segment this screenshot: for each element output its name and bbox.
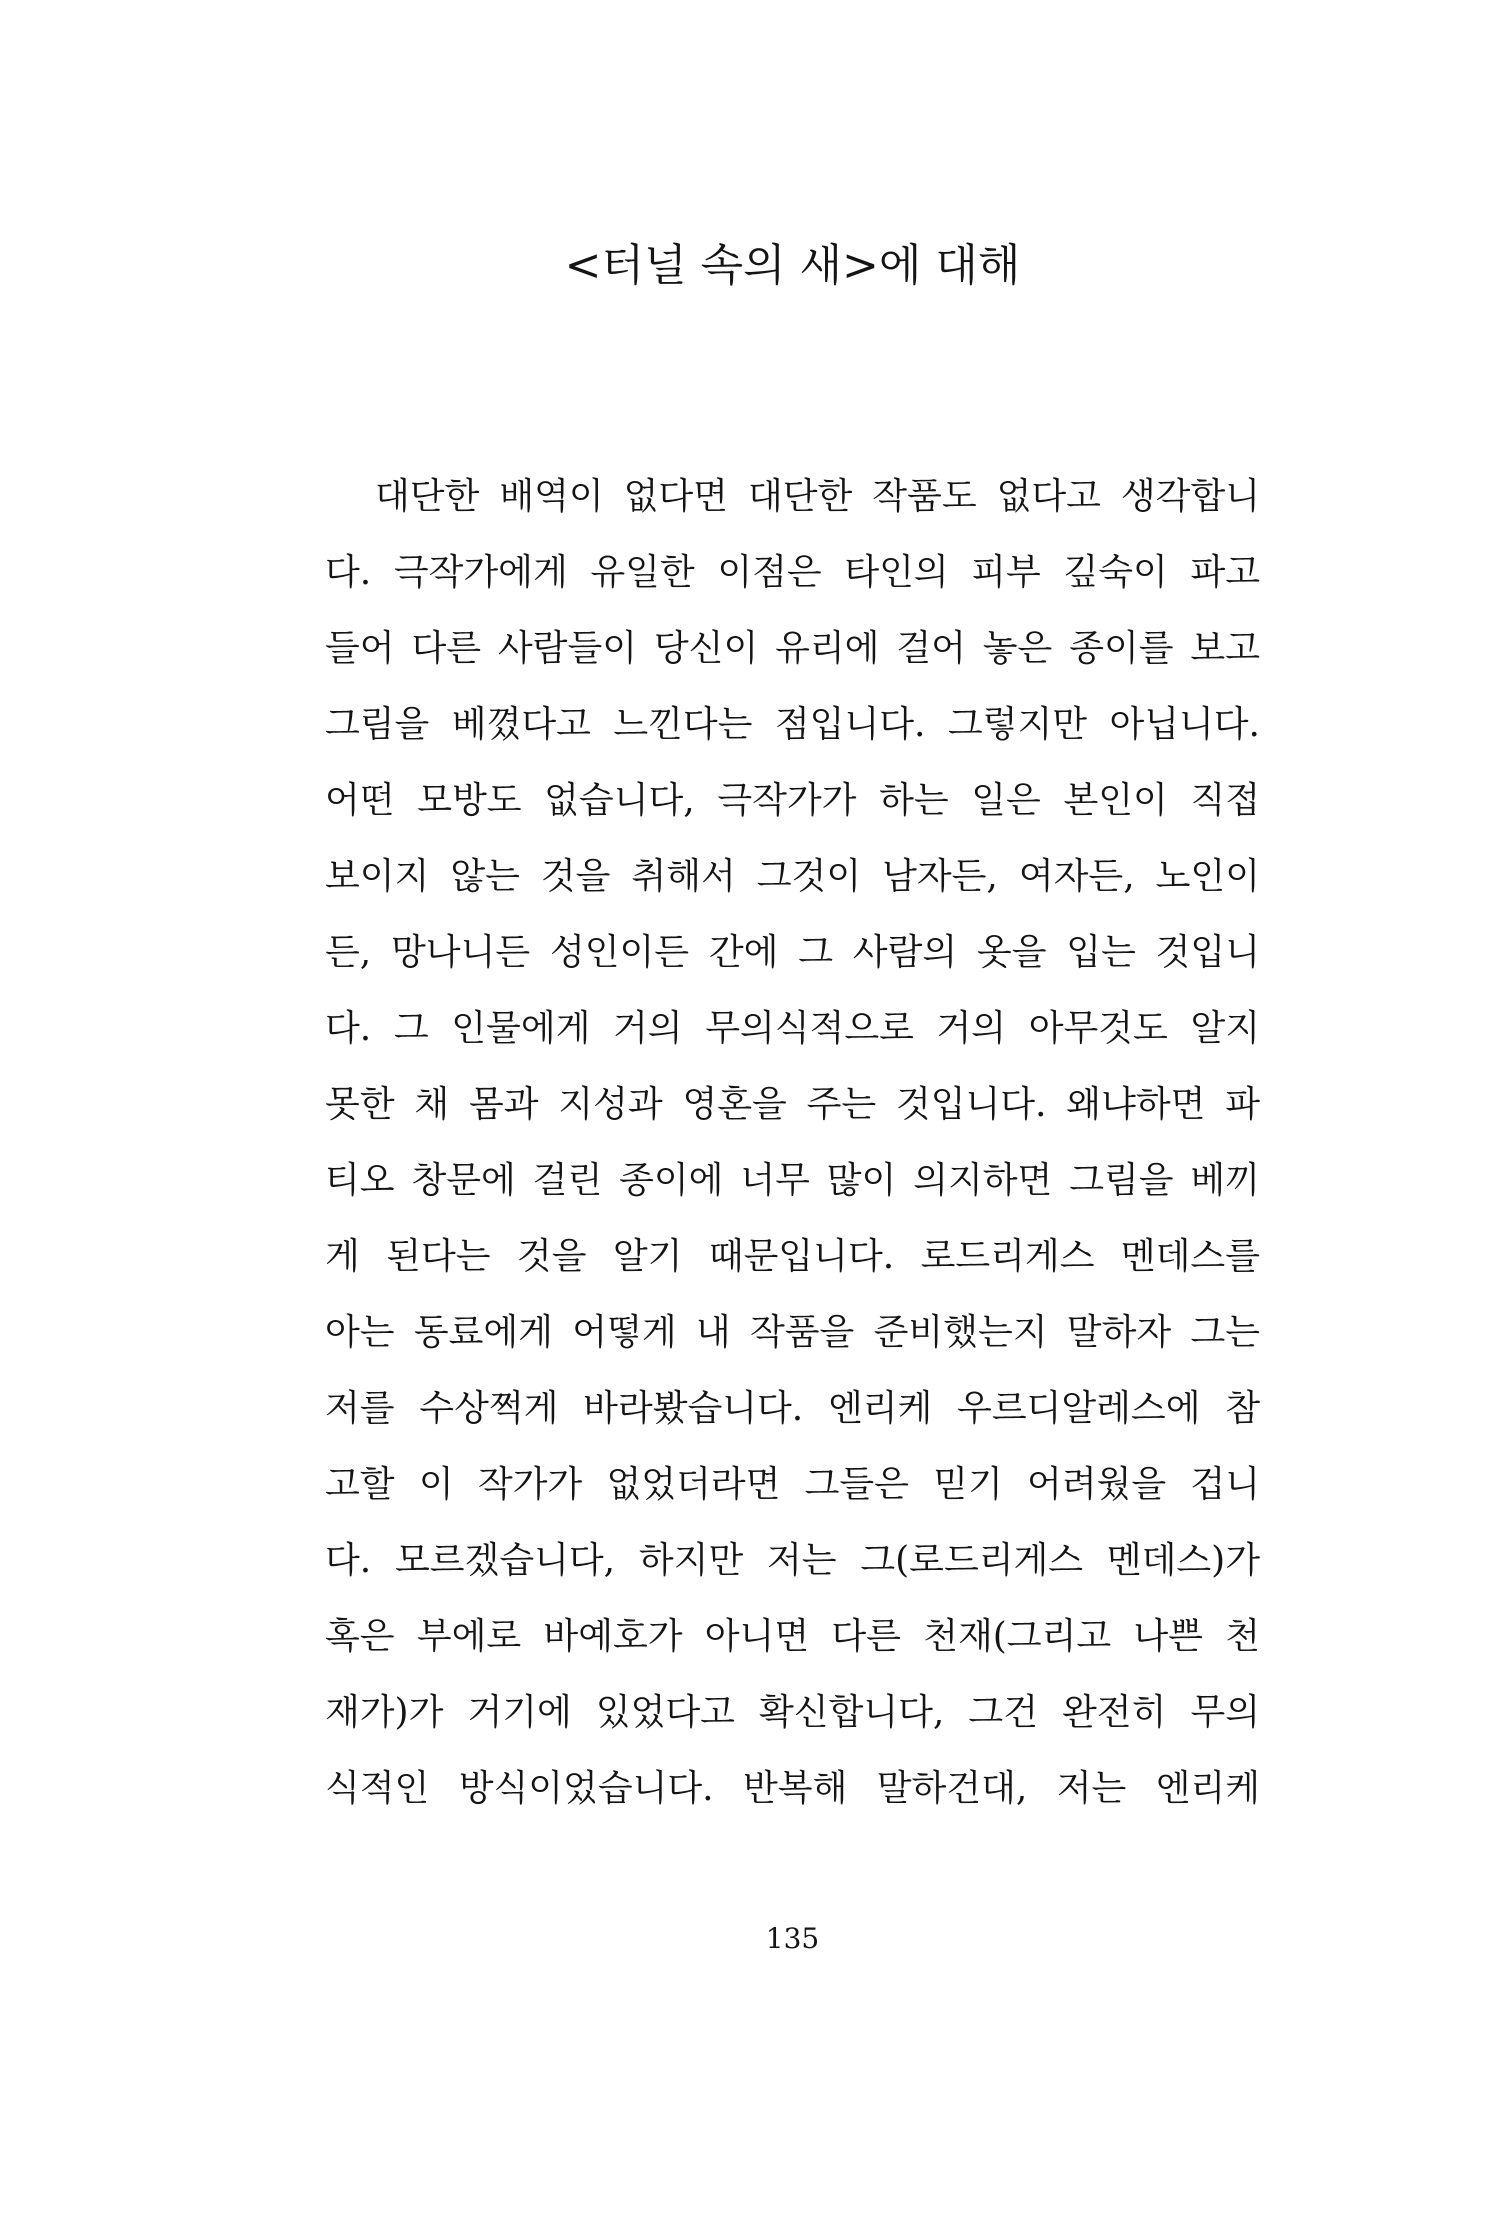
body-line: 식적인 방식이었습니다. 반복해 말하건대, 저는 엔리케 (325, 1768, 1260, 1809)
page-number: 135 (765, 1922, 820, 1955)
body-line: 대단한 배역이 없다면 대단한 작품도 없다고 생각합니 (375, 476, 1260, 517)
body-line: 티오 창문에 걸린 종이에 너무 많이 의지하면 그림을 베끼 (325, 1160, 1260, 1201)
body-line: 게 된다는 것을 알기 때문입니다. 로드리게스 멘데스를 (325, 1236, 1260, 1277)
body-line: 보이지 않는 것을 취해서 그것이 남자든, 여자든, 노인이 (325, 856, 1260, 897)
body-line: 어떤 모방도 없습니다, 극작가가 하는 일은 본인이 직접 (325, 780, 1260, 821)
body-line: 그림을 베꼈다고 느낀다는 점입니다. 그렇지만 아닙니다. (325, 704, 1260, 745)
body-line: 들어 다른 사람들이 당신이 유리에 걸어 놓은 종이를 보고 (325, 628, 1260, 669)
body-line: 다. 모르겠습니다, 하지만 저는 그(로드리게스 멘데스)가 (325, 1540, 1260, 1581)
body-line: 못한 채 몸과 지성과 영혼을 주는 것입니다. 왜냐하면 파 (325, 1084, 1260, 1125)
body-line: 아는 동료에게 어떻게 내 작품을 준비했는지 말하자 그는 (325, 1312, 1260, 1353)
body-line: 다. 그 인물에게 거의 무의식적으로 거의 아무것도 알지 (325, 1008, 1260, 1049)
body-line: 고할 이 작가가 없었더라면 그들은 믿기 어려웠을 겁니 (325, 1464, 1260, 1505)
body-text (325, 459, 1260, 1827)
body-line: 다. 극작가에게 유일한 이점은 타인의 피부 깊숙이 파고 (325, 552, 1260, 593)
body-line: 든, 망나니든 성인이든 간에 그 사람의 옷을 입는 것입니 (325, 932, 1260, 973)
body-line: 저를 수상쩍게 바라봤습니다. 엔리케 우르디알레스에 참 (325, 1388, 1260, 1429)
body-line: 재가)가 거기에 있었다고 확신합니다, 그건 완전히 무의 (325, 1692, 1260, 1733)
body-line: 혹은 부에로 바예호가 아니면 다른 천재(그리고 나쁜 천 (325, 1616, 1260, 1657)
chapter-title: <터널 속의 새>에 대해 (564, 240, 1021, 291)
